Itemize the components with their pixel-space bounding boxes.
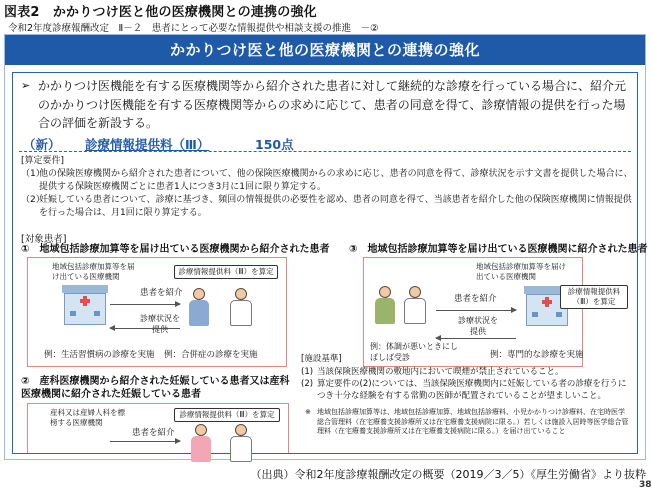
requirement-number: （1） (21, 169, 45, 179)
case2-referral-label: 患者を紹介 (132, 428, 175, 438)
left-arrow-icon (436, 338, 516, 339)
intro-paragraph (21, 77, 629, 133)
case3-example-right: 例：専門的な診療を実施 (490, 350, 584, 360)
case3-title: ③ 地域包括診療加算等を届け出ている医療機関に紹介された患者 (349, 244, 648, 255)
patient-icon (188, 288, 210, 328)
divider (19, 151, 631, 152)
requirement-item (21, 168, 633, 194)
right-arrow-icon (436, 310, 516, 311)
case1-example-right: 例：合併症の診療を実施 (164, 350, 258, 360)
pregnant-patient-icon (190, 424, 212, 464)
case3-facility-label: 地域包括診療加算等を届け出ている医療機関 (476, 262, 566, 281)
note-text: 地域包括診療加算等は、地域包括診療加算、地域包括診療料、小児かかりつけ診療料、在宅時医学総合管理料（在宅療養支援診療所又は在宅療養支援病院に限る。）若しくは施設入居時等医学総合管理料（在宅療養支援診療所又は在宅療養支援病院に限る。）を届け出ていること (317, 408, 629, 435)
figure-subtitle: 令和2年度診療報酬改定 Ⅱ－２ 患者にとって必要な情報提供や相談支援の推進 －② (8, 23, 379, 34)
case1-diagram (27, 257, 287, 367)
source-citation: （出典）令和2年度診療報酬改定の概要（2019／3／5）《厚生労働省》より抜粋 (250, 468, 646, 481)
requirement-text: 妊娠している患者について、診療に基づき、頻回の情報提供の必要性を認め、患者の同意を得て、当該患者を紹介した他の保険医療機関に情報提供を行った場合は、月1回に限り算定する。 (39, 195, 632, 218)
slide-banner: かかりつけ医と他の医療機関との連携の強化 (5, 35, 645, 65)
content-frame (12, 72, 648, 454)
case2-diagram (27, 403, 289, 453)
case1-referral-label: 患者を紹介 (140, 288, 183, 298)
case3-status-label: 診療状況を提供 (458, 316, 498, 336)
right-arrow-icon (110, 304, 180, 305)
facility-standards (301, 353, 633, 402)
fee-points: 150点 (255, 137, 294, 152)
requirement-number: （2） (21, 195, 45, 205)
targets-label: [対象患者] (21, 234, 67, 245)
facility-number: (2) (301, 379, 314, 389)
case3-info-box: 診療情報提供料（Ⅲ）を算定 (560, 285, 628, 309)
facility-item (301, 366, 633, 378)
case1-info-box: 診療情報提供料（Ⅲ）を算定 (174, 265, 278, 279)
right-arrow-icon (110, 441, 180, 442)
case1-example-left: 例：生活習慣病の診療を実施 (44, 350, 155, 360)
case3-referral-label: 患者を紹介 (454, 294, 497, 304)
facility-number: (1) (301, 367, 314, 377)
intro-text: かかりつけ医機能を有する医療機関等から紹介された患者に対して継続的な診療を行っている場合に、紹介元のかかりつけ医機能を有する医療機関等からの求めに応じて、患者の同意を得て、診療情報の提供を行った場合の評価を新設する。 (38, 79, 627, 130)
left-arrow-icon (110, 328, 180, 329)
clinic-building-icon (62, 285, 108, 325)
case2-info-box: 診療情報提供料（Ⅲ）を算定 (174, 408, 280, 422)
case1-status-label: 診療状況を提供 (140, 314, 180, 334)
requirements-label: [算定要件] (21, 156, 65, 166)
doctor-icon (228, 288, 254, 328)
facility-text: 当該保険医療機関の敷地内において喫煙が禁止されていること。 (317, 367, 564, 377)
new-tag: （新） (23, 137, 61, 152)
facility-text: 算定要件の(2)については、当該保険医療機関内に妊娠している者の診療を行うにつき十分な経験を有する常勤の医師が配置されていることが望ましいこと。 (317, 379, 627, 401)
patient-icon (374, 286, 396, 326)
arrow-bullet-icon: ➢ (21, 79, 31, 92)
figure-title: 図表2 かかりつけ医と他の医療機関との連携の強化 (4, 5, 317, 20)
case1-title: ① 地域包括診療加算等を届け出ている医療機関から紹介された患者 (21, 244, 330, 255)
requirement-text: 他の保険医療機関から紹介された患者について、他の保険医療機関からの求めに応じ、患者の同意を得て、診療状況を示す文書を提供した場合に、提供する保険医療機関ごとに患者1人につき3月に1回に限り算定する。 (39, 169, 633, 192)
fee-name: 診療情報提供料（Ⅲ） (85, 137, 210, 152)
case2-facility-label: 産科又は産婦人科を標榜する医療機関 (50, 408, 125, 427)
facility-item (301, 378, 633, 402)
requirements-block (21, 155, 633, 220)
doctor-icon (228, 424, 254, 464)
case3-diagram (363, 257, 621, 367)
case3-example-left: 例：体調が悪いときにしばしば受診 (370, 342, 458, 362)
note-mark: ※ (305, 408, 311, 416)
footnote (305, 408, 631, 437)
case2-title: ② 産科医療機関から紹介された妊娠している患者又は産科医療機関に紹介された妊娠している患者 (21, 376, 290, 400)
doctor-icon (402, 286, 428, 326)
page-number: 38 (639, 480, 652, 490)
requirement-item (21, 194, 633, 220)
facility-label: [施設基準] (301, 354, 342, 364)
case1-facility-label: 地域包括診療加算等を届け出ている医療機関 (52, 262, 135, 281)
